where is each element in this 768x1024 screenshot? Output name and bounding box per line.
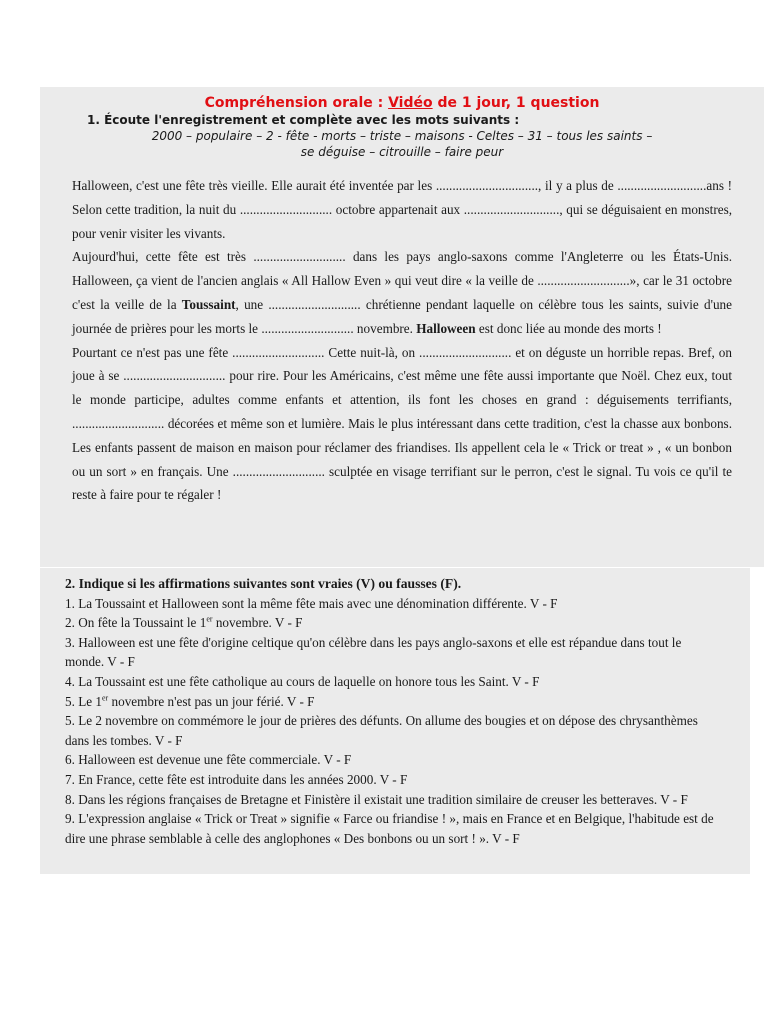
title-prefix: Compréhension orale : (204, 95, 389, 111)
ordinal-superscript: er (102, 693, 109, 703)
statement-5-second: 5. Le 2 novembre on commémore le jour de prières des défunts. On allume des bougies et on dépose des chrysanthèmes dans les tombes. V - F (65, 713, 698, 748)
statement-4: 4. La Toussaint est une fête catholique au cours de laquelle on honore tous les Saint. V - F (65, 673, 540, 689)
exercise-2-instruction: 2. Indique si les affirmations suivantes sont vraies (V) ou fausses (F). (65, 576, 462, 591)
statement-3: 3. Halloween est une fête d'origine celtique qu'on célèbre dans les pays anglo-saxons et elle est répandue dans tout le monde. V - F (65, 634, 682, 670)
paragraph-2-part-c: est donc liée au monde des morts ! (475, 320, 662, 336)
statement-2-part-b: novembre. V - F (212, 615, 303, 631)
halloween-bold: Halloween (416, 320, 476, 336)
paragraph-2-part-b: , une ............................ chrétienne pendant laquelle on célèbre tous les saints, suivie d'une journée de prières pour les morts le ............................ novembre. (72, 296, 733, 336)
paragraph-2 (72, 245, 732, 340)
statement-2-part-a: 2. On fête la Toussaint le 1 (65, 615, 207, 631)
statement-5 (65, 692, 720, 712)
page-title (72, 94, 732, 112)
paragraph-1: Halloween, c'est une fête très vieille. Elle aurait été inventée par les ..............................., il y a plus de ...........................ans ! Selon cette tradition, la nuit du ............................ octobre appartenait aux ............................., qui se déguisaient en monstres, pour venir visiter les vivants. (72, 178, 732, 241)
paragraph-2-part-a: Aujourd'hui, cette fête est très ............................ dans les pays anglo-saxons comme l'Angleterre ou les États-Unis. Halloween, ça vient de l'ancien anglais « All Hallow Even » qui veut dire « la veille de ............................», car le 31 octobre c'est la veille de la (72, 249, 732, 312)
statement-1: 1. La Toussaint et Halloween sont la même fête mais avec une dénomination différente. V - F (65, 595, 558, 611)
exercise-1-panel (40, 87, 764, 567)
word-bank-line-2: se déguise – citrouille – faire peur (300, 145, 504, 159)
ordinal-superscript: er (206, 614, 213, 624)
statement-8: 8. Dans les régions françaises de Bretagne et Finistère il existait une tradition similaire de creuser les betteraves. V - F (65, 791, 688, 807)
paragraph-3: Pourtant ce n'est pas une fête ............................ Cette nuit-là, on ............................ et on déguste un horrible repas. Bref, on joue à se ............................... pour rire. Pour les Américains, c'est même une fête aussi importante que Noël. Chez eux, tout le monde participe, adultes comme enfants et attention, ils font les choses en grand : déguisements terrifiants, ............................ décorées et même son et lumière. Mais le plus intéressant dans cette tradition, c'est la chasse aux bonbons. Les enfants passent de maison en maison pour réclamer des friandises. Ils appellent cela le « Trick or treat » , « un bonbon ou un sort » en français. Une ............................ sculptée en visage terrifiant sur le perron, c'est le signal. Tu vois ce qu'il te reste à faire pour te régaler ! (72, 344, 732, 503)
video-link[interactable]: Vidéo (388, 95, 433, 111)
statement-5-part-b: novembre n'est pas un jour férié. V - F (108, 693, 315, 709)
exercise-1-instruction: 1. Écoute l'enregistrement et complète avec les mots suivants : (87, 113, 520, 127)
title-suffix: de 1 jour, 1 question (432, 95, 600, 111)
word-bank-line-1: 2000 – populaire – 2 - fête - morts – triste – maisons - Celtes – 31 – tous les saints – (151, 129, 653, 143)
statement-5-part-a: 5. Le 1 (65, 693, 102, 709)
statement-7: 7. En France, cette fête est introduite dans les années 2000. V - F (65, 771, 408, 787)
exercise-2-panel (40, 568, 750, 874)
statement-9: 9. L'expression anglaise « Trick or Treat » signifie « Farce ou friandise ! », mais en France et en Belgique, l'habitude est de dire une phrase semblable à celle des anglophones « Des bonbons ou un sort ! ». V - F (65, 811, 714, 846)
toussaint-bold: Toussaint (181, 296, 236, 312)
statement-6: 6. Halloween est devenue une fête commerciale. V - F (65, 752, 352, 768)
statement-2 (65, 613, 720, 633)
word-bank (72, 128, 732, 160)
